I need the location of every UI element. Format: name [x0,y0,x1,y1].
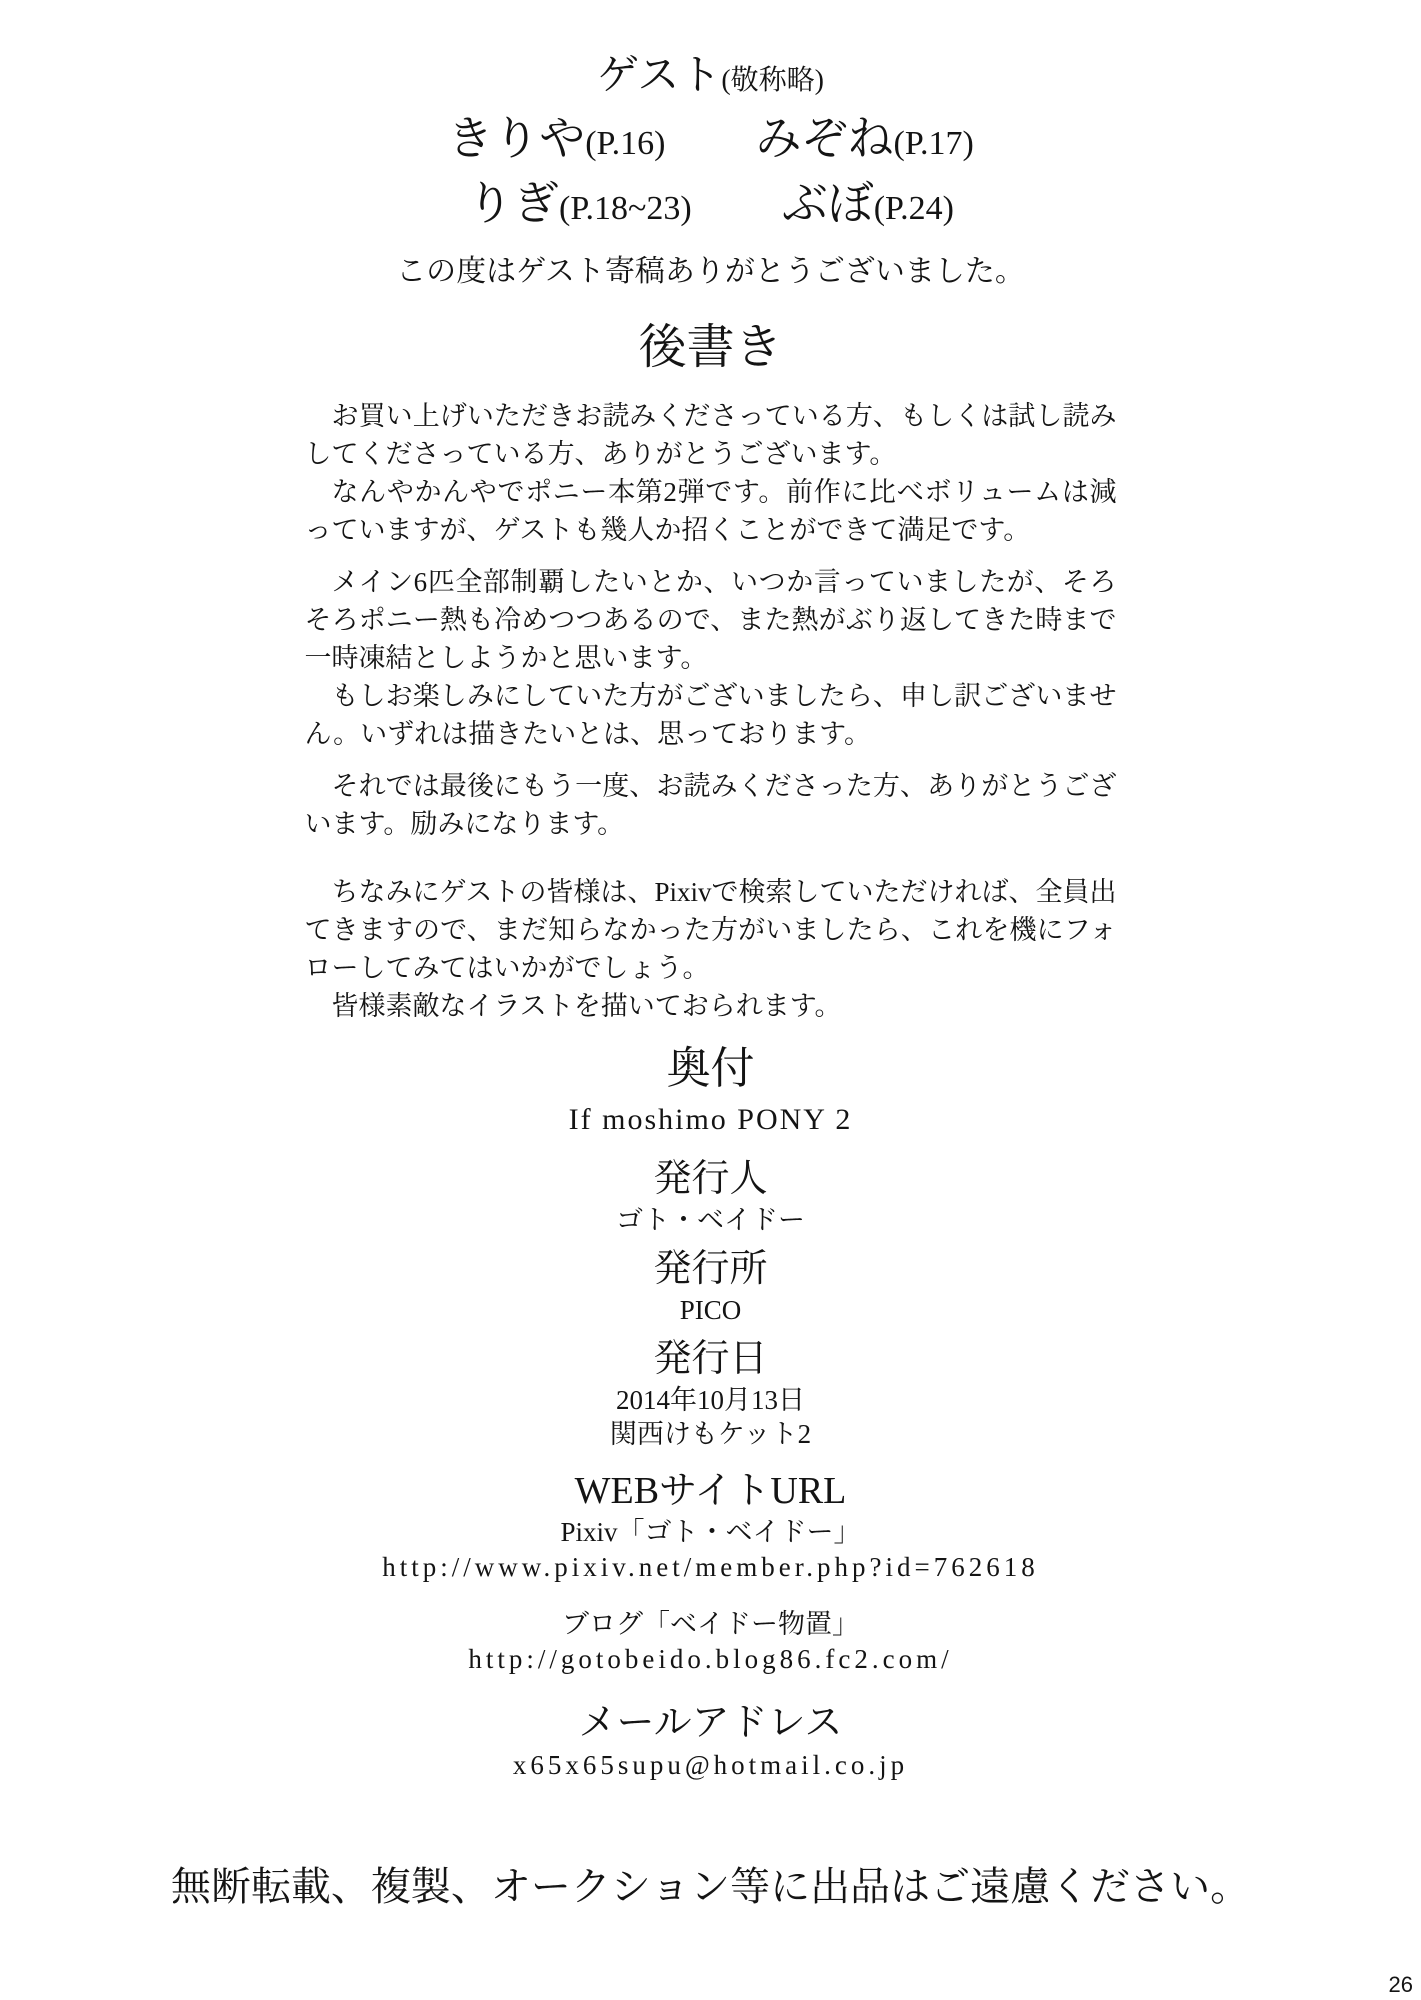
publisher-label: 発行人 [653,1158,768,1200]
colophon [0,1041,1421,1783]
blog-block [0,1607,1421,1677]
event-name: 関西けもケット2 [609,1419,812,1449]
blog-url: http://gotobeido.blog86.fc2.com/ [468,1644,953,1674]
book-title: If moshimo PONY 2 [568,1103,853,1136]
office-name: PICO [679,1295,742,1325]
guest-name: きりや [447,113,586,164]
afterword-body [305,397,1117,1025]
mail-block [0,1699,1421,1783]
afterword-paragraph: メイン6匹全部制覇したいとか、いつか言っていましたが、そろそろポニー熱も冷めつつあるので、また熱がぶり返してきた時まで一時凍結としようかと思います。 [304,567,1117,673]
guest-thanks: この度はゲスト寄稿ありがとうございました。 [396,255,1025,288]
guest-row [0,176,1421,237]
copyright-warning: 無断転載、複製、オークション等に出品はご遠慮ください。 [170,1864,1251,1909]
guest-pages: (P.16) [585,125,666,162]
guest-pages: (P.17) [893,125,974,162]
guest-entry [447,113,665,164]
afterword-heading: 後書き [638,321,783,374]
afterword-paragraph-group [305,563,1117,753]
office-label: 発行所 [653,1248,768,1290]
guest-name: ぶぼ [781,178,874,229]
guest-pages: (P.18~23) [559,190,692,227]
guest-name: みぞね [755,113,894,164]
afterword-paragraph: なんやかんやでポニー本第2弾です。前作に比べボリュームは減っていますが、ゲストも幾人か招くことができて満足です。 [304,477,1117,545]
web-block [0,1467,1421,1585]
guest-heading [0,50,1421,107]
pixiv-url: http://www.pixiv.net/member.php?id=762618 [382,1552,1039,1582]
issue-date: 2014年10月13日 [616,1385,805,1415]
date-label: 発行日 [653,1338,768,1380]
afterword-paragraph: 皆様素敵なイラストを描いておられます。 [331,991,842,1021]
afterword-paragraph: ちなみにゲストの皆様は、Pixivで検索していただければ、全員出てきますので、まだ知らなかった方がいましたら、これを機にフォローしてみてはいかがでしょう。 [304,877,1117,983]
pixiv-label: Pixiv「ゴト・ベイドー」 [560,1517,861,1547]
guest-pages: (P.24) [873,190,954,227]
guest-name: りぎ [467,178,559,229]
email-label: メールアドレス [578,1702,843,1744]
guest-entry [467,178,692,229]
blog-label: ブログ「ベイドー物置」 [562,1609,859,1639]
guest-section [0,0,1421,291]
email-address: x65x65supu@hotmail.co.jp [512,1750,909,1780]
afterword-paragraph: お買い上げいただきお読みくださっている方、もしくは試し読みしてくださっている方、ありがとうございます。 [304,401,1117,469]
afterword-paragraph-group [305,397,1117,549]
web-label: WEBサイトURL [574,1470,847,1512]
guest-row [0,111,1421,172]
colophon-heading: 奥付 [666,1044,755,1093]
publisher-name: ゴト・ベイドー [616,1205,805,1235]
afterword-paragraph: それでは最後にもう一度、お読みくださった方、ありがとうございます。励みになります。 [304,771,1117,839]
page-number: 26 [1388,1972,1413,1997]
afterword-paragraph-group [305,767,1117,843]
guest-entry [782,178,954,229]
guest-entry [756,113,974,164]
guest-heading-text: ゲスト [597,53,722,99]
afterword-paragraph: もしお楽しみにしていた方がございましたら、申し訳ございません。いずれは描きたいとは、思っております。 [304,681,1117,749]
afterword-paragraph-group [305,873,1117,1025]
guest-heading-note: (敬称略) [721,65,824,96]
